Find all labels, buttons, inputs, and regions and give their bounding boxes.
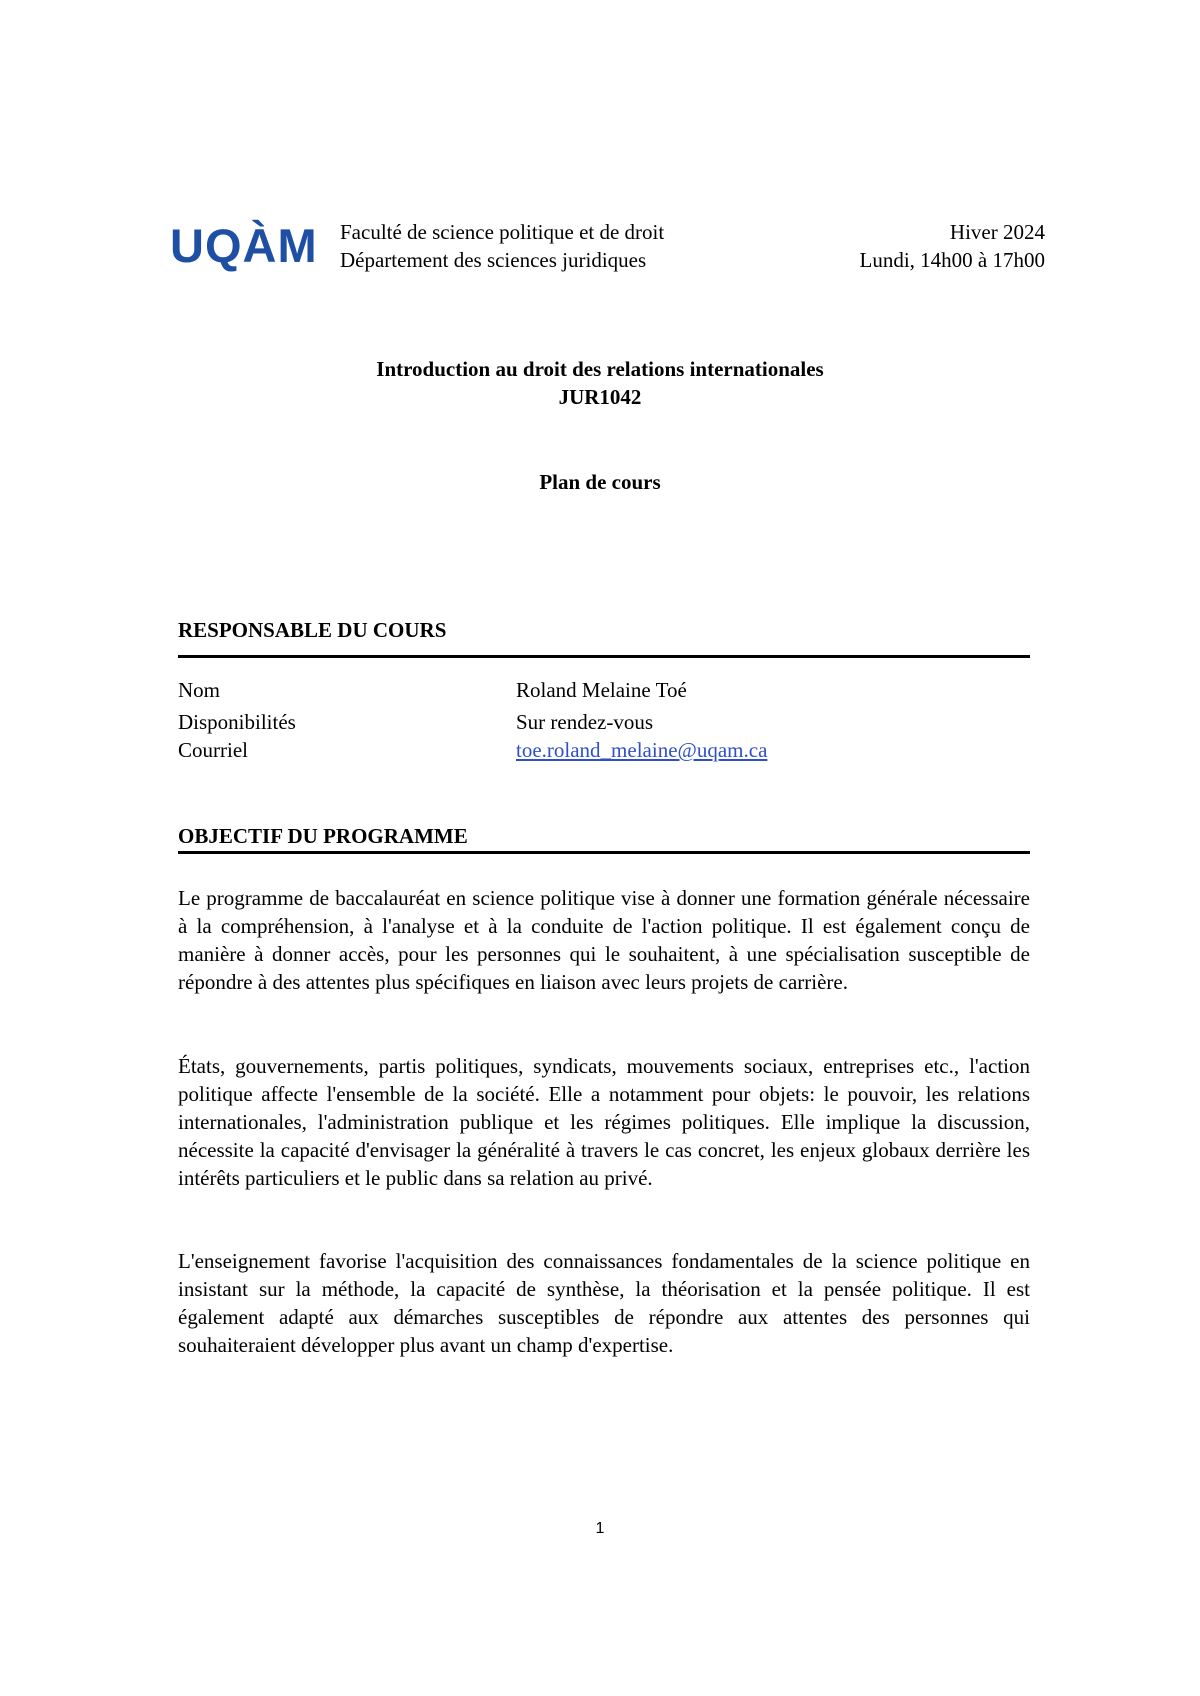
paragraph: États, gouvernements, partis politiques, syndicats, mouvements sociaux, entreprises etc., l'action politique affecte l'ensemble de la société. Elle a notamment pour objets: le pouvoir, les relations internationales, l'administration publique et les régimes politiques. Elle implique la discussion, nécessite la capacité d'envisager la généralité à travers le cas concret, les enjeux globaux derrière les intérêts particuliers et le public dans sa relation au privé. bbox=[178, 1054, 1030, 1190]
info-value: Sur rendez-vous bbox=[516, 710, 654, 734]
paragraph: L'enseignement favorise l'acquisition des connaissances fondamentales de la science politique en insistant sur la méthode, la capacité de synthèse, la théorisation et la pensée politique. Il est également adapté aux démarches susceptibles de répondre aux attentes des personnes qui souhaiteraient développer plus avant un champ d'expertise. bbox=[178, 1249, 1030, 1357]
section-heading-objectif: OBJECTIF DU PROGRAMME bbox=[178, 824, 468, 848]
session-info bbox=[860, 218, 1045, 274]
paragraph: Le programme de baccalauréat en science politique vise à donner une formation générale nécessaire à la compréhension, à l'analyse et à la conduite de l'action politique. Il est également conçu de manière à donner accès, pour les personnes qui le souhaitent, à une spécialisation susceptible de répondre à des attentes plus spécifiques en liaison avec leurs projets de carrière. bbox=[178, 886, 1030, 994]
section-divider bbox=[178, 655, 1030, 658]
info-label: Disponibilités bbox=[178, 710, 296, 734]
faculty-name: Faculté de science politique et de droit Département des sciences juridiques bbox=[340, 220, 665, 272]
email-link[interactable]: toe.roland_melaine@uqam.ca bbox=[516, 738, 768, 762]
document-type-block bbox=[0, 468, 1200, 496]
info-label: Courriel bbox=[178, 738, 248, 762]
course-title-block bbox=[0, 355, 1200, 411]
info-label: Nom bbox=[178, 678, 220, 702]
session-schedule: Lundi, 14h00 à 17h00 bbox=[859, 248, 1045, 272]
info-value: Roland Melaine Toé bbox=[516, 678, 687, 702]
section-heading-responsable: RESPONSABLE DU COURS bbox=[178, 618, 447, 642]
document-header bbox=[170, 218, 1045, 308]
session-term: Hiver 2024 bbox=[949, 220, 1045, 244]
course-code: JUR1042 bbox=[558, 385, 642, 409]
document-type: Plan de cours bbox=[539, 470, 661, 494]
uqam-logo bbox=[170, 219, 318, 272]
page-number: 1 bbox=[595, 1520, 605, 1537]
course-title: Introduction au droit des relations internationales bbox=[376, 357, 824, 381]
logo-text: UQÀM bbox=[170, 219, 318, 272]
section-divider bbox=[178, 851, 1030, 854]
